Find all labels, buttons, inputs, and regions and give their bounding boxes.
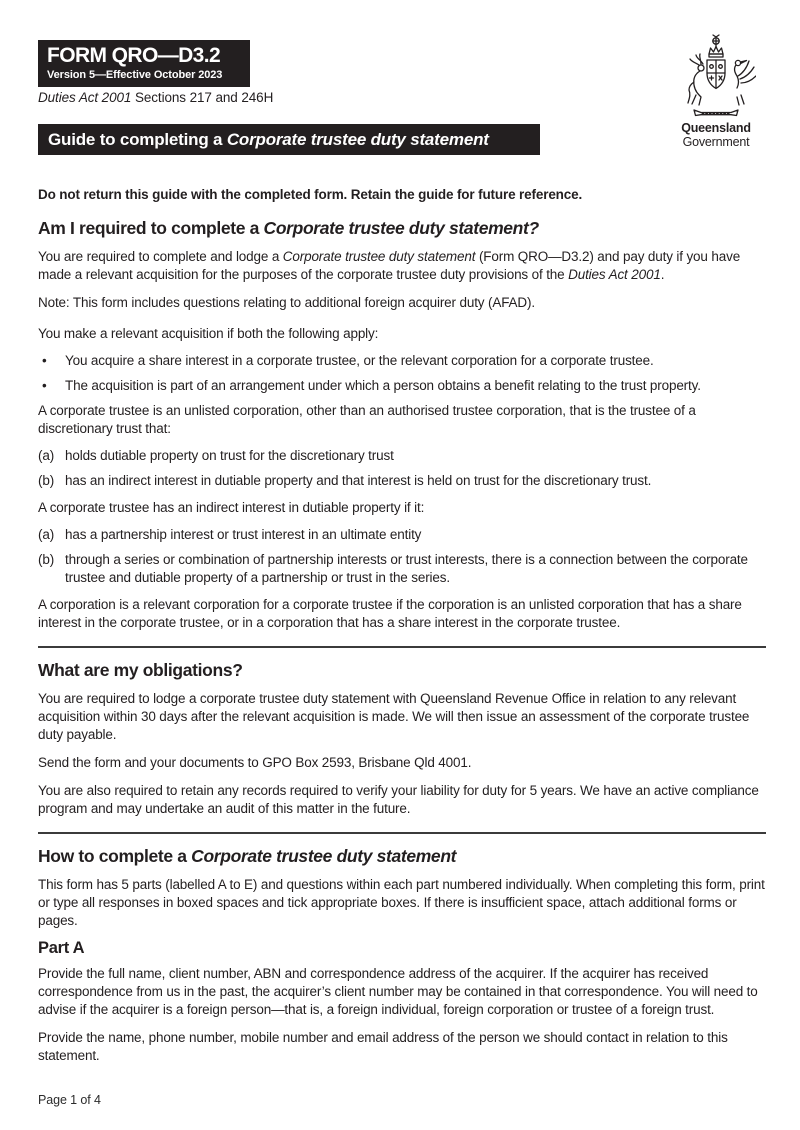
- part-a-heading: Part A: [38, 939, 85, 957]
- document-body: [38, 186, 766, 1075]
- act-sections: Sections 217 and 246H: [131, 90, 274, 105]
- banner-text-italic: Corporate trustee duty statement: [226, 130, 489, 149]
- coat-of-arms-icon: [676, 32, 756, 120]
- act-reference: [38, 90, 273, 105]
- list-item-b: (b) through a series or combination of partnership interests or trust interests, there is a connection between the corporate trustee and dutiable property of a partnership or trust in the series.: [38, 552, 748, 585]
- document-title-banner: [38, 124, 540, 155]
- paragraph: A corporate trustee has an indirect interest in dutiable property if it:: [38, 500, 425, 515]
- queensland-government-logo: [674, 32, 758, 149]
- section-heading-how-to-complete: How to complete a Corporate trustee duty statement: [38, 846, 457, 866]
- paragraph: You make a relevant acquisition if both the following apply:: [38, 326, 379, 341]
- bullet-icon: •: [42, 353, 47, 368]
- paragraph: Send the form and your documents to GPO Box 2593, Brisbane Qld 4001.: [38, 755, 472, 770]
- paragraph: You are also required to retain any records required to verify your liability for duty for 5 years. We have an active compliance program and may undertake an audit of this matter in the future.: [38, 783, 759, 816]
- logo-government-label: Government: [682, 135, 750, 149]
- afad-note: Note: This form includes questions relating to additional foreign acquirer duty (AFAD).: [38, 295, 535, 310]
- list-item-a: (a) has a partnership interest or trust interest in an ultimate entity: [38, 527, 422, 542]
- list-item-a: (a) holds dutiable property on trust for the discretionary trust: [38, 448, 394, 463]
- paragraph: Provide the name, phone number, mobile number and email address of the person we should contact in relation to this statement.: [38, 1030, 728, 1063]
- paragraph: A corporate trustee is an unlisted corporation, other than an authorised trustee corporation, that is the trustee of a discretionary trust that:: [38, 403, 696, 436]
- bullet-item: • The acquisition is part of an arrangement under which a person obtains a benefit relating to the trust property.: [38, 377, 766, 395]
- section-divider: [38, 832, 766, 834]
- list-item-b: (b) has an indirect interest in dutiable property and that interest is held on trust for the discretionary trust.: [38, 473, 652, 488]
- logo-queensland-label: Queensland: [681, 121, 751, 135]
- banner-text: Guide to completing a: [48, 130, 227, 149]
- paragraph: A corporation is a relevant corporation for a corporate trustee if the corporation is an unlisted corporation that has a share interest in the corporate trustee, or in a corporation that has a share interest in the corporate trustee.: [38, 597, 742, 630]
- paragraph: Provide the full name, client number, ABN and correspondence address of the acquirer. If the acquirer has received correspondence from us in the past, the acquirer’s client number may be contained in that correspondence. You will need to advise if the acquirer is a foreign person—that is, a foreign individual, foreign corporation or trustee of a foreign trust.: [38, 966, 758, 1017]
- paragraph: You are required to complete and lodge a Corporate trustee duty statement (Form QRO—D3.2) and pay duty if you have made a relevant acquisition for the purposes of the corporate trustee duty provisions of the Duties Act 2001.: [38, 249, 741, 282]
- act-title: Duties Act 2001: [38, 90, 132, 105]
- retention-notice: Do not return this guide with the completed form. Retain the guide for future reference.: [38, 187, 583, 202]
- form-number: FORM QRO—D3.2: [47, 44, 221, 67]
- paragraph: This form has 5 parts (labelled A to E) and questions within each part numbered individually. When completing this form, print or type all responses in boxed spaces and tick appropriate boxes. If there is insufficient space, attach additional forms or pages.: [38, 877, 765, 928]
- page-number: Page 1 of 4: [38, 1093, 101, 1107]
- form-number-box: [38, 40, 250, 87]
- section-heading-obligations: What are my obligations?: [38, 660, 243, 680]
- paragraph: You are required to lodge a corporate trustee duty statement with Queensland Revenue Office in relation to any relevant acquisition within 30 days after the relevant acquisition is made. We will then issue an assessment of the corporate trustee duty payable.: [38, 691, 750, 742]
- section-heading-am-i-required: Am I required to complete a Corporate trustee duty statement?: [38, 218, 539, 238]
- form-version: Version 5—Effective October 2023: [47, 69, 223, 81]
- bullet-item: • You acquire a share interest in a corporate trustee, or the relevant corporation for a corporate trustee.: [38, 352, 766, 370]
- bullet-icon: •: [42, 378, 47, 393]
- section-divider: [38, 646, 766, 648]
